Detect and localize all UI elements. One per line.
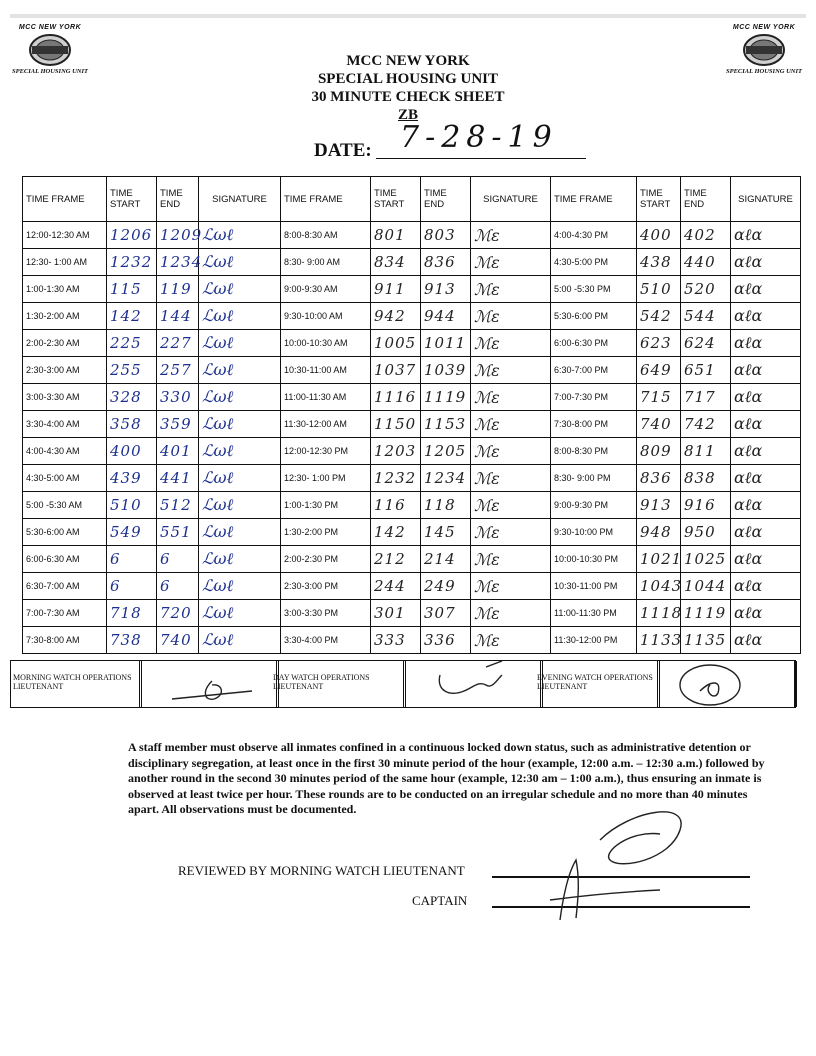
time-frame-cell: 5:00 -5:30 PM	[551, 276, 637, 303]
signature-cell[interactable]	[199, 519, 281, 546]
signature-mark	[406, 661, 540, 707]
signature-cell[interactable]	[199, 492, 281, 519]
time-end-cell[interactable]: 1119	[681, 600, 731, 627]
time-frame-cell: 8:00-8:30 AM	[281, 222, 371, 249]
signature-cell[interactable]	[471, 303, 551, 330]
signature-mark: ℒωℓ	[202, 441, 234, 460]
table-row	[23, 249, 801, 276]
time-frame-cell: 7:30-8:00 AM	[23, 627, 107, 654]
signature-mark: ℒωℓ	[202, 306, 234, 325]
time-end-cell[interactable]: 544	[681, 303, 731, 330]
time-end-cell[interactable]: 944	[421, 303, 471, 330]
signature-mark: ℳε	[474, 630, 500, 650]
time-frame-cell: 9:00-9:30 PM	[551, 492, 637, 519]
time-start-cell[interactable]: 510	[637, 276, 681, 303]
time-start-cell[interactable]: 6	[107, 546, 157, 573]
time-end-cell[interactable]: 119	[157, 276, 199, 303]
time-end-cell[interactable]: 742	[681, 411, 731, 438]
time-end-cell[interactable]: 145	[421, 519, 471, 546]
time-start-cell[interactable]: 1037	[371, 357, 421, 384]
time-end-cell[interactable]: 1011	[421, 330, 471, 357]
time-frame-cell: 7:00-7:30 AM	[23, 600, 107, 627]
time-end-cell[interactable]: 227	[157, 330, 199, 357]
time-end-cell[interactable]: 811	[681, 438, 731, 465]
time-frame-cell: 9:30-10:00 AM	[281, 303, 371, 330]
signature-mark: ℳε	[474, 279, 500, 299]
time-frame-cell: 7:00-7:30 PM	[551, 384, 637, 411]
signature-mark: αℓα	[734, 630, 763, 649]
signature-cell[interactable]	[199, 600, 281, 627]
time-end-cell[interactable]: 512	[157, 492, 199, 519]
signature-mark: αℓα	[734, 603, 763, 622]
table-row	[23, 384, 801, 411]
signature-mark: ℳε	[474, 576, 500, 596]
table-row	[23, 546, 801, 573]
time-frame-cell: 8:30- 9:00 PM	[551, 465, 637, 492]
signature-cell[interactable]	[731, 222, 801, 249]
time-frame-cell: 5:30-6:00 PM	[551, 303, 637, 330]
time-frame-cell: 11:30-12:00 AM	[281, 411, 371, 438]
time-start-cell[interactable]: 6	[107, 573, 157, 600]
time-end-cell[interactable]: 520	[681, 276, 731, 303]
column-header: SIGNATURE	[471, 177, 551, 222]
signature-cell[interactable]	[731, 546, 801, 573]
signature-mark: ℳε	[474, 225, 500, 245]
signature-mark: ℳε	[474, 387, 500, 407]
time-end-cell[interactable]: 836	[421, 249, 471, 276]
time-start-cell[interactable]: 913	[637, 492, 681, 519]
time-end-cell[interactable]: 257	[157, 357, 199, 384]
time-start-cell[interactable]: 801	[371, 222, 421, 249]
signature-cell[interactable]	[731, 411, 801, 438]
time-start-cell[interactable]: 1116	[371, 384, 421, 411]
signature-mark: αℓα	[734, 360, 763, 379]
signature-mark: αℓα	[734, 279, 763, 298]
signature-mark: ℳε	[474, 603, 500, 623]
watch-signoff-bar	[10, 660, 796, 708]
column-header: TIME FRAME	[281, 177, 371, 222]
signature-cell[interactable]	[199, 573, 281, 600]
time-start-cell[interactable]: 911	[371, 276, 421, 303]
time-end-cell[interactable]: 1119	[421, 384, 471, 411]
signature-mark	[142, 661, 276, 707]
signature-cell[interactable]	[471, 600, 551, 627]
time-end-cell[interactable]: 441	[157, 465, 199, 492]
column-header: SIGNATURE	[199, 177, 281, 222]
time-start-cell[interactable]: 439	[107, 465, 157, 492]
time-frame-cell: 6:30-7:00 AM	[23, 573, 107, 600]
time-start-cell[interactable]: 942	[371, 303, 421, 330]
table-row	[23, 573, 801, 600]
table-row	[23, 438, 801, 465]
header-unit-code: ZB	[397, 107, 418, 123]
time-end-cell[interactable]: 1025	[681, 546, 731, 573]
time-end-cell[interactable]: 1039	[421, 357, 471, 384]
time-start-cell[interactable]: 649	[637, 357, 681, 384]
table-row	[23, 411, 801, 438]
time-frame-cell: 6:00-6:30 AM	[23, 546, 107, 573]
header-facility: MCC NEW YORK	[346, 53, 470, 69]
time-frame-cell: 6:30-7:00 PM	[551, 357, 637, 384]
signature-mark: ℳε	[474, 414, 500, 434]
time-start-cell[interactable]: 510	[107, 492, 157, 519]
signature-cell[interactable]	[731, 303, 801, 330]
time-start-cell[interactable]: 836	[637, 465, 681, 492]
time-start-cell[interactable]: 542	[637, 303, 681, 330]
time-frame-cell: 1:00-1:30 PM	[281, 492, 371, 519]
morning-watch-label: MORNING WATCH OPERATIONS LIEUTENANT	[13, 673, 132, 691]
time-frame-cell: 1:30-2:00 PM	[281, 519, 371, 546]
time-start-cell[interactable]: 740	[637, 411, 681, 438]
signature-cell[interactable]	[471, 222, 551, 249]
signature-cell[interactable]	[731, 249, 801, 276]
signature-cell[interactable]	[199, 438, 281, 465]
time-start-cell[interactable]: 715	[637, 384, 681, 411]
time-frame-cell: 3:30-4:00 AM	[23, 411, 107, 438]
time-start-cell[interactable]: 1133	[637, 627, 681, 654]
date-value: 7-28-19	[400, 120, 558, 155]
header-sheet-title: 30 MINUTE CHECK SHEET	[311, 89, 505, 105]
signature-cell[interactable]	[731, 330, 801, 357]
time-end-cell[interactable]: 1153	[421, 411, 471, 438]
time-frame-cell: 1:30-2:00 AM	[23, 303, 107, 330]
top-edge-line	[10, 14, 806, 18]
column-header: TIME FRAME	[551, 177, 637, 222]
time-frame-cell: 5:00 -5:30 AM	[23, 492, 107, 519]
column-header: TIME END	[681, 177, 731, 222]
signature-mark: αℓα	[734, 225, 763, 244]
signature-cell[interactable]	[471, 492, 551, 519]
table-row	[23, 492, 801, 519]
signature-mark: αℓα	[734, 252, 763, 271]
table-row	[23, 303, 801, 330]
time-frame-cell: 2:00-2:30 AM	[23, 330, 107, 357]
column-header: TIME END	[421, 177, 471, 222]
signature-mark: ℒωℓ	[202, 576, 234, 595]
column-header: SIGNATURE	[731, 177, 801, 222]
time-frame-cell: 12:00-12:30 AM	[23, 222, 107, 249]
time-start-cell[interactable]: 1118	[637, 600, 681, 627]
signature-mark: αℓα	[734, 576, 763, 595]
time-frame-cell: 9:00-9:30 AM	[281, 276, 371, 303]
time-frame-cell: 1:00-1:30 AM	[23, 276, 107, 303]
signature-cell[interactable]	[199, 465, 281, 492]
time-start-cell[interactable]: 1021	[637, 546, 681, 573]
time-start-cell[interactable]: 1150	[371, 411, 421, 438]
signature-mark: αℓα	[734, 414, 763, 433]
evening-watch-label: EVENING WATCH OPERATIONS LIEUTENANT	[537, 673, 653, 691]
signature-mark: ℳε	[474, 522, 500, 542]
time-frame-cell: 3:30-4:00 PM	[281, 627, 371, 654]
signature-cell[interactable]	[731, 276, 801, 303]
logo-bottom-text: SPECIAL HOUSING UNIT	[12, 68, 88, 75]
signature-cell[interactable]	[471, 546, 551, 573]
time-end-cell[interactable]: 336	[421, 627, 471, 654]
time-end-cell[interactable]: 330	[157, 384, 199, 411]
time-start-cell[interactable]: 438	[637, 249, 681, 276]
signature-mark: ℒωℓ	[202, 225, 234, 244]
time-start-cell[interactable]: 358	[107, 411, 157, 438]
signature-cell[interactable]	[731, 465, 801, 492]
signature-mark: ℳε	[474, 495, 500, 515]
logo-top-text: MCC NEW YORK	[18, 24, 82, 31]
signature-mark: αℓα	[734, 468, 763, 487]
signature-cell[interactable]	[471, 276, 551, 303]
signature-cell[interactable]	[731, 438, 801, 465]
signature-mark: ℒωℓ	[202, 468, 234, 487]
signature-mark: αℓα	[734, 549, 763, 568]
time-end-cell[interactable]: 440	[681, 249, 731, 276]
time-end-cell[interactable]: 359	[157, 411, 199, 438]
sheet-header	[0, 52, 816, 124]
table-row	[23, 222, 801, 249]
signature-cell[interactable]	[731, 492, 801, 519]
time-start-cell[interactable]: 549	[107, 519, 157, 546]
time-end-cell[interactable]: 717	[681, 384, 731, 411]
time-frame-cell: 2:30-3:00 AM	[23, 357, 107, 384]
time-end-cell[interactable]: 6	[157, 546, 199, 573]
time-end-cell[interactable]: 307	[421, 600, 471, 627]
signature-mark: ℳε	[474, 468, 500, 488]
time-start-cell[interactable]: 212	[371, 546, 421, 573]
day-watch-signature-box[interactable]	[403, 661, 543, 707]
time-start-cell[interactable]: 400	[107, 438, 157, 465]
time-end-cell[interactable]: 401	[157, 438, 199, 465]
signature-mark: ℒωℓ	[202, 522, 234, 541]
signature-cell[interactable]	[199, 357, 281, 384]
time-start-cell[interactable]: 1232	[371, 465, 421, 492]
signature-cell[interactable]	[731, 600, 801, 627]
time-frame-cell: 4:30-5:00 PM	[551, 249, 637, 276]
time-end-cell[interactable]: 1205	[421, 438, 471, 465]
time-end-cell[interactable]: 651	[681, 357, 731, 384]
signature-mark: ℒωℓ	[202, 603, 234, 622]
time-start-cell[interactable]: 255	[107, 357, 157, 384]
time-end-cell[interactable]: 916	[681, 492, 731, 519]
column-header: TIME START	[107, 177, 157, 222]
signature-mark: ℳε	[474, 549, 500, 569]
time-start-cell[interactable]: 301	[371, 600, 421, 627]
signature-mark: αℓα	[734, 387, 763, 406]
time-end-cell[interactable]: 913	[421, 276, 471, 303]
signature-cell[interactable]	[199, 303, 281, 330]
table-body	[23, 222, 801, 654]
time-frame-cell: 11:30-12:00 PM	[551, 627, 637, 654]
signature-cell[interactable]	[731, 627, 801, 654]
signature-cell[interactable]	[471, 357, 551, 384]
time-frame-cell: 10:30-11:00 AM	[281, 357, 371, 384]
reviewed-by-label: REVIEWED BY MORNING WATCH LIEUTENANT	[178, 863, 465, 878]
signature-cell[interactable]	[471, 627, 551, 654]
signature-cell[interactable]	[199, 384, 281, 411]
signature-mark: ℒωℓ	[202, 279, 234, 298]
table-row	[23, 627, 801, 654]
time-end-cell[interactable]: 214	[421, 546, 471, 573]
time-end-cell[interactable]: 249	[421, 573, 471, 600]
table-row	[23, 519, 801, 546]
time-start-cell[interactable]: 1043	[637, 573, 681, 600]
table-row	[23, 465, 801, 492]
time-frame-cell: 10:00-10:30 AM	[281, 330, 371, 357]
table-row	[23, 276, 801, 303]
date-label: DATE:	[314, 140, 372, 161]
time-frame-cell: 11:00-11:30 AM	[281, 384, 371, 411]
time-start-cell[interactable]: 948	[637, 519, 681, 546]
signature-cell[interactable]	[199, 411, 281, 438]
time-frame-cell: 6:00-6:30 PM	[551, 330, 637, 357]
signature-cell[interactable]	[199, 330, 281, 357]
time-end-cell[interactable]: 1209	[157, 222, 199, 249]
time-start-cell[interactable]: 809	[637, 438, 681, 465]
time-start-cell[interactable]: 116	[371, 492, 421, 519]
signature-mark	[660, 661, 794, 707]
column-header: TIME FRAME	[23, 177, 107, 222]
date-field[interactable]	[376, 120, 586, 159]
time-frame-cell: 7:30-8:00 PM	[551, 411, 637, 438]
signature-cell[interactable]	[471, 519, 551, 546]
day-watch-label: DAY WATCH OPERATIONS LIEUTENANT	[273, 673, 370, 691]
time-start-cell[interactable]: 623	[637, 330, 681, 357]
time-frame-cell: 3:00-3:30 PM	[281, 600, 371, 627]
time-frame-cell: 12:30- 1:00 AM	[23, 249, 107, 276]
signature-mark: αℓα	[734, 306, 763, 325]
time-start-cell[interactable]: 225	[107, 330, 157, 357]
captain-label: CAPTAIN	[412, 893, 468, 908]
signature-mark: ℳε	[474, 360, 500, 380]
time-frame-cell: 12:30- 1:00 PM	[281, 465, 371, 492]
time-start-cell[interactable]: 834	[371, 249, 421, 276]
time-start-cell[interactable]: 738	[107, 627, 157, 654]
signature-mark: ℒωℓ	[202, 252, 234, 271]
signature-mark: αℓα	[734, 333, 763, 352]
time-end-cell[interactable]: 803	[421, 222, 471, 249]
time-start-cell[interactable]: 244	[371, 573, 421, 600]
column-header: TIME START	[371, 177, 421, 222]
time-end-cell[interactable]: 740	[157, 627, 199, 654]
signature-cell[interactable]	[731, 384, 801, 411]
time-end-cell[interactable]: 1234	[157, 249, 199, 276]
time-start-cell[interactable]: 115	[107, 276, 157, 303]
signature-mark: ℒωℓ	[202, 360, 234, 379]
signature-cell[interactable]	[471, 465, 551, 492]
check-log-table	[22, 176, 801, 654]
signature-cell[interactable]	[471, 249, 551, 276]
signature-mark: ℳε	[474, 306, 500, 326]
table-header-row	[23, 177, 801, 222]
time-start-cell[interactable]: 333	[371, 627, 421, 654]
signature-mark: ℒωℓ	[202, 333, 234, 352]
time-frame-cell: 10:30-11:00 PM	[551, 573, 637, 600]
signature-cell[interactable]	[199, 222, 281, 249]
column-header: TIME END	[157, 177, 199, 222]
signature-cell[interactable]	[199, 546, 281, 573]
time-start-cell[interactable]: 400	[637, 222, 681, 249]
time-end-cell[interactable]: 1135	[681, 627, 731, 654]
logo-top-text: MCC NEW YORK	[732, 24, 796, 31]
morning-watch-signature-box[interactable]	[139, 661, 279, 707]
time-start-cell[interactable]: 1206	[107, 222, 157, 249]
signature-cell[interactable]	[471, 573, 551, 600]
time-end-cell[interactable]: 1044	[681, 573, 731, 600]
time-start-cell[interactable]: 1203	[371, 438, 421, 465]
time-end-cell[interactable]: 1234	[421, 465, 471, 492]
column-header: TIME START	[637, 177, 681, 222]
signature-cell[interactable]	[471, 330, 551, 357]
time-end-cell[interactable]: 551	[157, 519, 199, 546]
table-row	[23, 330, 801, 357]
signature-cell[interactable]	[731, 573, 801, 600]
header-unit-name: SPECIAL HOUSING UNIT	[317, 71, 499, 87]
time-start-cell[interactable]: 328	[107, 384, 157, 411]
time-frame-cell: 4:00-4:30 AM	[23, 438, 107, 465]
time-start-cell[interactable]: 1232	[107, 249, 157, 276]
time-frame-cell: 10:00-10:30 PM	[551, 546, 637, 573]
signature-mark: ℒωℓ	[202, 387, 234, 406]
time-end-cell[interactable]: 144	[157, 303, 199, 330]
time-end-cell[interactable]: 402	[681, 222, 731, 249]
signature-cell[interactable]	[199, 276, 281, 303]
signature-mark: αℓα	[734, 522, 763, 541]
signature-mark: ℒωℓ	[202, 414, 234, 433]
signature-mark: ℒωℓ	[202, 495, 234, 514]
evening-watch-signature-box[interactable]	[657, 661, 797, 707]
time-start-cell[interactable]: 718	[107, 600, 157, 627]
time-frame-cell: 8:30- 9:00 AM	[281, 249, 371, 276]
time-frame-cell: 8:00-8:30 PM	[551, 438, 637, 465]
signature-cell[interactable]	[471, 384, 551, 411]
signature-mark: αℓα	[734, 495, 763, 514]
table-row	[23, 357, 801, 384]
signature-mark: ℳε	[474, 333, 500, 353]
time-end-cell[interactable]: 624	[681, 330, 731, 357]
signature-cell[interactable]	[471, 411, 551, 438]
signature-cell[interactable]	[199, 627, 281, 654]
table-row	[23, 600, 801, 627]
signature-cell[interactable]	[731, 519, 801, 546]
signature-mark	[540, 800, 740, 930]
signature-cell[interactable]	[199, 249, 281, 276]
time-frame-cell: 12:00-12:30 PM	[281, 438, 371, 465]
time-frame-cell: 2:30-3:00 PM	[281, 573, 371, 600]
time-frame-cell: 4:00-4:30 PM	[551, 222, 637, 249]
signature-mark: ℒωℓ	[202, 549, 234, 568]
time-end-cell[interactable]: 950	[681, 519, 731, 546]
time-start-cell[interactable]: 1005	[371, 330, 421, 357]
time-frame-cell: 4:30-5:00 AM	[23, 465, 107, 492]
time-frame-cell: 2:00-2:30 PM	[281, 546, 371, 573]
time-end-cell[interactable]: 838	[681, 465, 731, 492]
signature-mark: ℒωℓ	[202, 630, 234, 649]
time-end-cell[interactable]: 720	[157, 600, 199, 627]
time-start-cell[interactable]: 142	[107, 303, 157, 330]
instructions-paragraph: A staff member must observe all inmates confined in a continuous locked down status, such as administrative detention or disciplinary segregation, at least once in the first 30 minute period of the hour (example, 12:00 a.m. – 12:30 a.m.) followed by another round in the second 30 minutes period of the same hour (example, 12:30 am – 1:00 a.m.), thus ensuring an inmate is observed at least twice per hour. These rounds are to be conducted on an irregular schedule and no more than 40 minutes apart. All observations must be documented.	[128, 740, 765, 816]
time-frame-cell: 5:30-6:00 AM	[23, 519, 107, 546]
time-frame-cell: 11:00-11:30 PM	[551, 600, 637, 627]
signature-mark: αℓα	[734, 441, 763, 460]
time-start-cell[interactable]: 142	[371, 519, 421, 546]
logo-bottom-text: SPECIAL HOUSING UNIT	[726, 68, 802, 75]
time-frame-cell: 9:30-10:00 PM	[551, 519, 637, 546]
time-end-cell[interactable]: 118	[421, 492, 471, 519]
signature-mark: ℳε	[474, 252, 500, 272]
signature-mark: ℳε	[474, 441, 500, 461]
time-end-cell[interactable]: 6	[157, 573, 199, 600]
time-frame-cell: 3:00-3:30 AM	[23, 384, 107, 411]
signature-cell[interactable]	[731, 357, 801, 384]
signature-cell[interactable]	[471, 438, 551, 465]
